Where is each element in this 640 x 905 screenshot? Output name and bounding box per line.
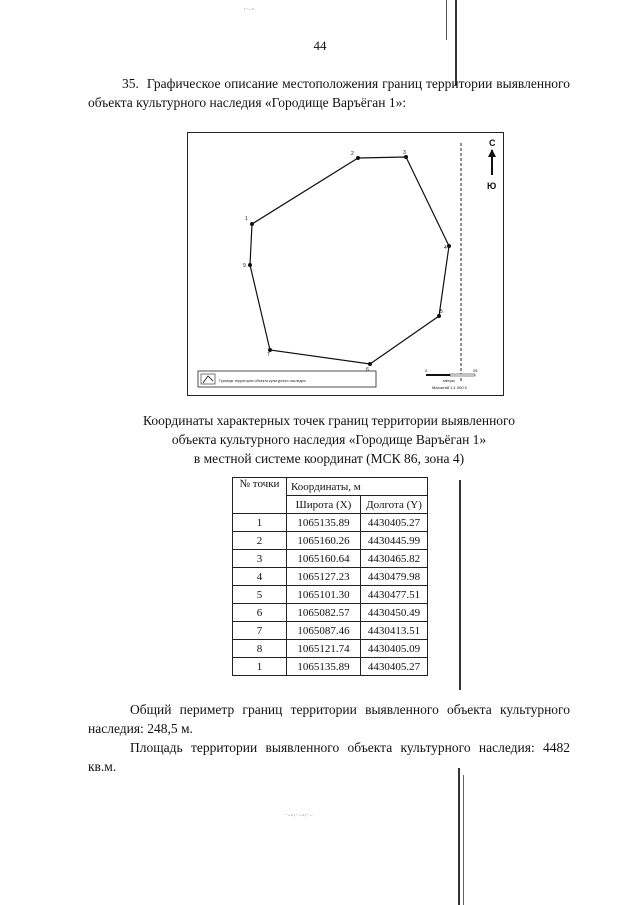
cell-point: 2 (233, 532, 287, 550)
cell-y: 4430479.98 (361, 568, 428, 586)
cell-x: 1065135.89 (287, 658, 361, 676)
table-row (233, 640, 428, 658)
boundary-map-svg (188, 133, 505, 397)
cell-point: 8 (233, 640, 287, 658)
cell-point: 3 (233, 550, 287, 568)
table-row (233, 604, 428, 622)
point-label-7: 7 (267, 352, 270, 358)
caption-line-2: объекта культурного наследия «Городище Варъёган 1» (171, 432, 487, 447)
scan-artifact-top: ᵎᵔᵕᵒ (244, 6, 256, 14)
perimeter-text: Общий периметр границ территории выявленного объекта культурного наследия: 248,5 м. (88, 702, 570, 736)
scale-bar (425, 368, 478, 390)
cell-point: 5 (233, 586, 287, 604)
south-label: Ю (487, 181, 497, 191)
map-legend (198, 371, 376, 387)
scale-unit: метры (443, 378, 455, 383)
margin-line-top-inner (446, 0, 447, 40)
table-row (233, 622, 428, 640)
point-label-3: 3 (403, 150, 406, 156)
table-row (233, 550, 428, 568)
table-row (233, 658, 428, 676)
vertex-6 (368, 362, 372, 366)
summary-section (88, 700, 570, 776)
boundary-map (187, 132, 504, 396)
cell-y: 4430450.49 (361, 604, 428, 622)
cell-x: 1065160.64 (287, 550, 361, 568)
margin-line-bottom-inner (463, 775, 464, 905)
cell-x: 1065135.89 (287, 514, 361, 532)
table-row (233, 514, 428, 532)
header-longitude: Долгота (Y) (361, 496, 428, 514)
cell-y: 4430477.51 (361, 586, 428, 604)
cell-y: 4430405.27 (361, 658, 428, 676)
point-label-5: 5 (440, 309, 443, 315)
table-row (233, 568, 428, 586)
table-row (233, 532, 428, 550)
cell-y: 4430405.27 (361, 514, 428, 532)
point-label-9: 9 (243, 263, 246, 269)
cell-x: 1065127.23 (287, 568, 361, 586)
heading-item-number: 35. (122, 76, 139, 91)
cell-x: 1065082.57 (287, 604, 361, 622)
territory-boundary (250, 157, 449, 364)
table-row (233, 586, 428, 604)
section-heading (88, 74, 570, 112)
cell-point: 1 (233, 514, 287, 532)
cell-x: 1065121.74 (287, 640, 361, 658)
scale-start: 0 (425, 368, 428, 373)
scan-artifact-bottom: ᵔᵕᵒᵎᵔᵕᵒᵎᵔᵕ (285, 812, 314, 820)
cell-y: 4430445.99 (361, 532, 428, 550)
cell-x: 1065160.26 (287, 532, 361, 550)
vertex-4 (447, 244, 451, 248)
margin-line-mid (459, 480, 461, 690)
north-arrow-icon (487, 138, 496, 191)
area-text: Площадь территории выявленного объекта культурного наследия: 4482 кв.м. (88, 740, 570, 774)
heading-text: Графическое описание местоположения границ территории выявленного объекта культурного наследия «Городище Варъёган 1»: (88, 76, 570, 110)
point-label-4: 4 (444, 245, 447, 251)
margin-line-bottom (458, 768, 460, 905)
cell-point: 6 (233, 604, 287, 622)
point-label-2: 2 (351, 151, 354, 157)
cell-y: 4430413.51 (361, 622, 428, 640)
caption-line-3: в местной системе координат (МСК 86, зона 4) (193, 451, 465, 466)
cell-point: 4 (233, 568, 287, 586)
cell-y: 4430465.82 (361, 550, 428, 568)
vertex-2 (356, 156, 360, 160)
vertex-1 (250, 222, 254, 226)
caption-line-1: Координаты характерных точек границ территории выявленного (142, 413, 515, 428)
legend-text: Границы территории объекта культурного наследия (219, 379, 306, 383)
cell-point: 7 (233, 622, 287, 640)
coordinates-table (232, 477, 428, 676)
vertex-9 (248, 263, 252, 267)
point-label-6: 6 (366, 367, 369, 373)
header-coordinates: Координаты, м (287, 478, 428, 496)
point-label-1: 1 (245, 216, 248, 222)
north-label: С (489, 138, 496, 148)
header-point-number: № точки (233, 478, 287, 514)
scale-ratio: Масштаб 1:1 000 0 (432, 385, 467, 390)
cell-y: 4430405.09 (361, 640, 428, 658)
table-caption (88, 411, 570, 468)
cell-point: 1 (233, 658, 287, 676)
header-latitude: Широта (X) (287, 496, 361, 514)
cell-x: 1065087.46 (287, 622, 361, 640)
scale-end: 25 (473, 368, 478, 373)
page-number: 44 (313, 38, 327, 53)
cell-x: 1065101.30 (287, 586, 361, 604)
